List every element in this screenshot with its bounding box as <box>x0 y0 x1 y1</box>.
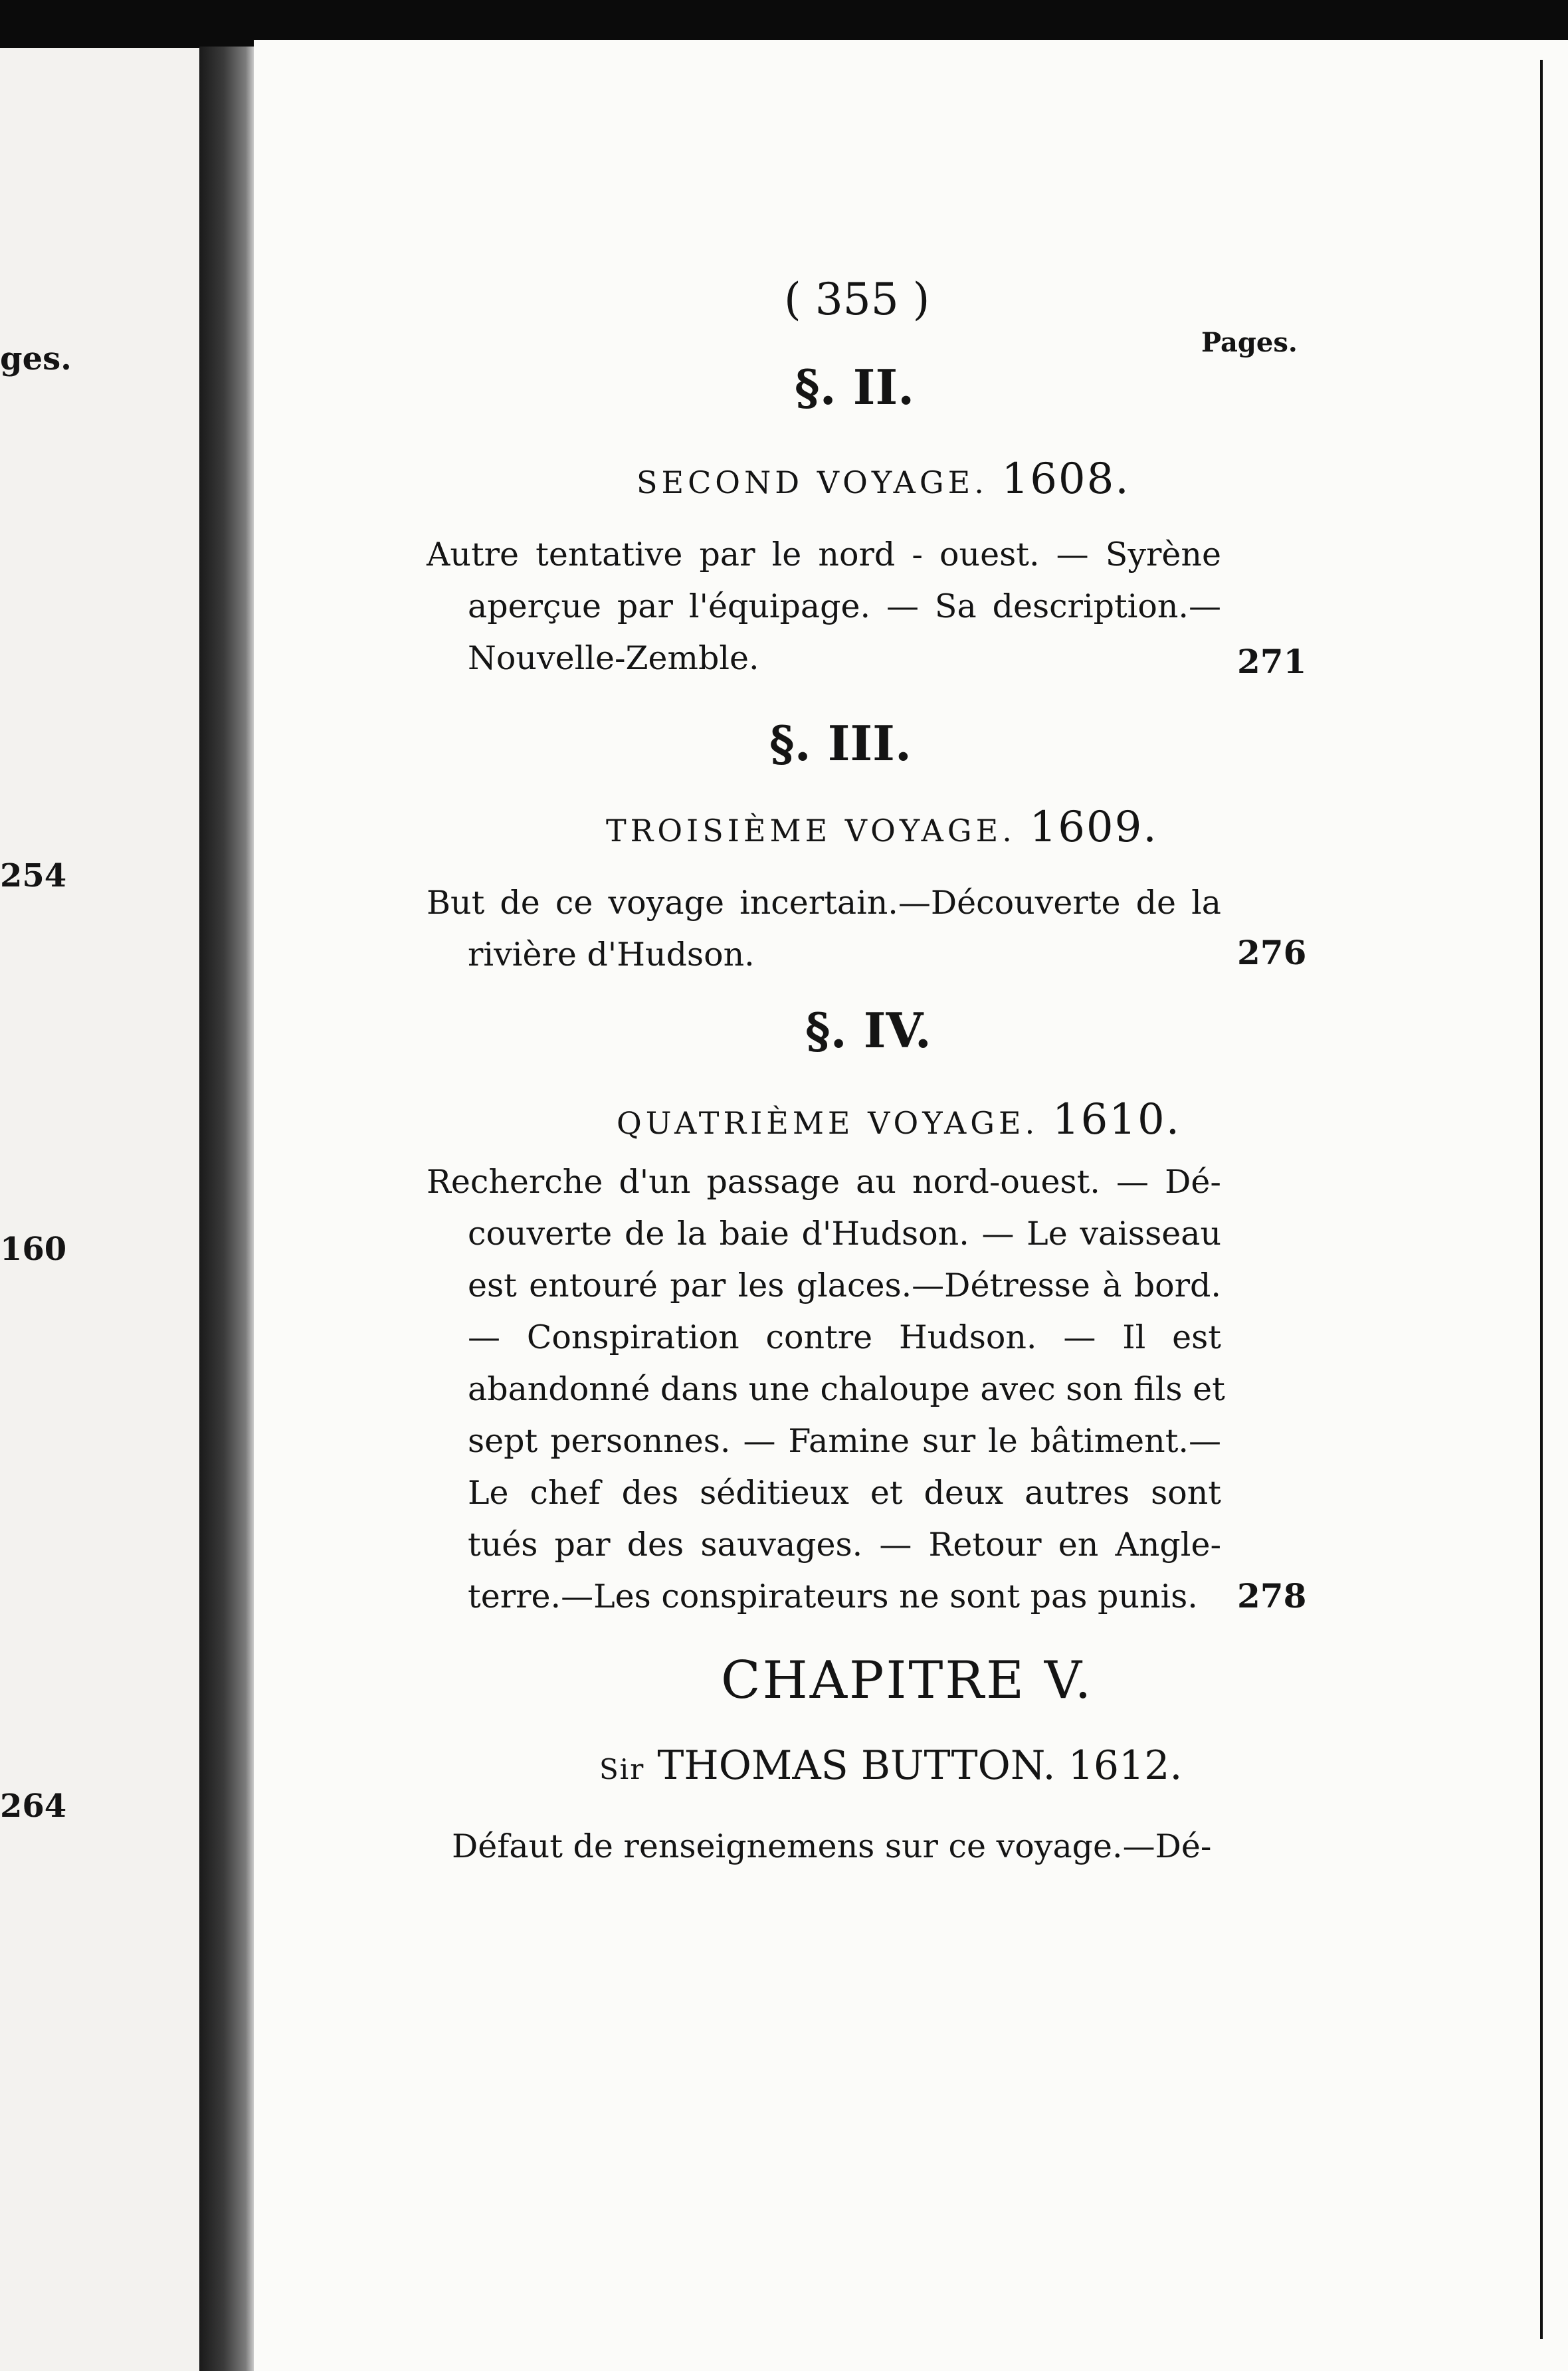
margin-fragment: 160 <box>0 1231 67 1268</box>
summary-line: Le chef des séditieux et deux autres sont <box>468 1474 1221 1512</box>
voyage-title: QUATRIÈME VOYAGE. <box>617 1105 1039 1141</box>
summary-entry <box>427 877 1221 981</box>
voyage-title: TROISIÈME VOYAGE. <box>606 813 1016 849</box>
summary-line: est entouré par les glaces.—Détresse à bord. <box>468 1267 1221 1304</box>
page-edge <box>1540 60 1543 2339</box>
summary-line: sept personnes. — Famine sur le bâtiment.— <box>468 1422 1221 1460</box>
margin-fragment: ges. <box>0 340 72 377</box>
voyage-year: 1608. <box>1001 455 1130 504</box>
section-mark: §. IV. <box>805 1002 931 1059</box>
section-mark: §. III. <box>769 715 912 772</box>
chapter-title: CHAPITRE V. <box>721 1651 1094 1710</box>
summary-entry <box>452 1821 1223 1873</box>
summary-line: couverte de la baie d'Hudson. — Le vaisseau <box>468 1215 1221 1253</box>
summary-line: — Conspiration contre Hudson. — Il est <box>468 1318 1221 1356</box>
subtitle-year: 1612. <box>1068 1742 1183 1789</box>
summary-line: Défaut de renseignemens sur ce voyage.—Dé- <box>452 1827 1212 1865</box>
summary-line: terre.—Les conspirateurs ne sont pas punis. <box>468 1578 1198 1615</box>
voyage-title: SECOND VOYAGE. <box>637 464 988 500</box>
left-page <box>0 48 199 2371</box>
summary-line: aperçue par l'équipage. — Sa description.— <box>468 587 1221 625</box>
chapter-subtitle <box>599 1742 1182 1789</box>
margin-fragment: 254 <box>0 857 67 894</box>
page-reference: 278 <box>1237 1576 1307 1615</box>
voyage-heading <box>606 803 1158 852</box>
summary-entry <box>427 1156 1225 1623</box>
summary-entry <box>427 529 1221 684</box>
summary-line: rivière d'Hudson. <box>468 936 755 974</box>
page-reference: 271 <box>1237 642 1307 681</box>
summary-line: Recherche d'un passage au nord-ouest. — Dé- <box>427 1163 1221 1201</box>
subtitle-name: THOMAS BUTTON. <box>657 1742 1056 1789</box>
summary-line: But de ce voyage incertain.—Découverte de la <box>427 884 1221 922</box>
summary-line: Nouvelle-Zemble. <box>468 639 759 677</box>
subtitle-prefix: Sir <box>599 1753 645 1786</box>
summary-line: tués par des sauvages. — Retour en Angle- <box>468 1526 1221 1564</box>
page-number: ( 355 ) <box>784 274 930 325</box>
book-gutter <box>199 47 254 2371</box>
margin-fragment: 264 <box>0 1788 67 1825</box>
voyage-heading <box>617 1095 1181 1144</box>
voyage-year: 1610. <box>1052 1095 1181 1144</box>
voyage-heading <box>637 455 1130 504</box>
section-mark: §. II. <box>795 359 915 415</box>
pages-column-label: Pages. <box>1201 327 1298 358</box>
summary-line: abandonné dans une chaloupe avec son fils et <box>468 1370 1225 1408</box>
summary-line: Autre tentative par le nord - ouest. — Syrène <box>427 536 1221 573</box>
page-reference: 276 <box>1237 933 1307 972</box>
voyage-year: 1609. <box>1029 803 1158 852</box>
